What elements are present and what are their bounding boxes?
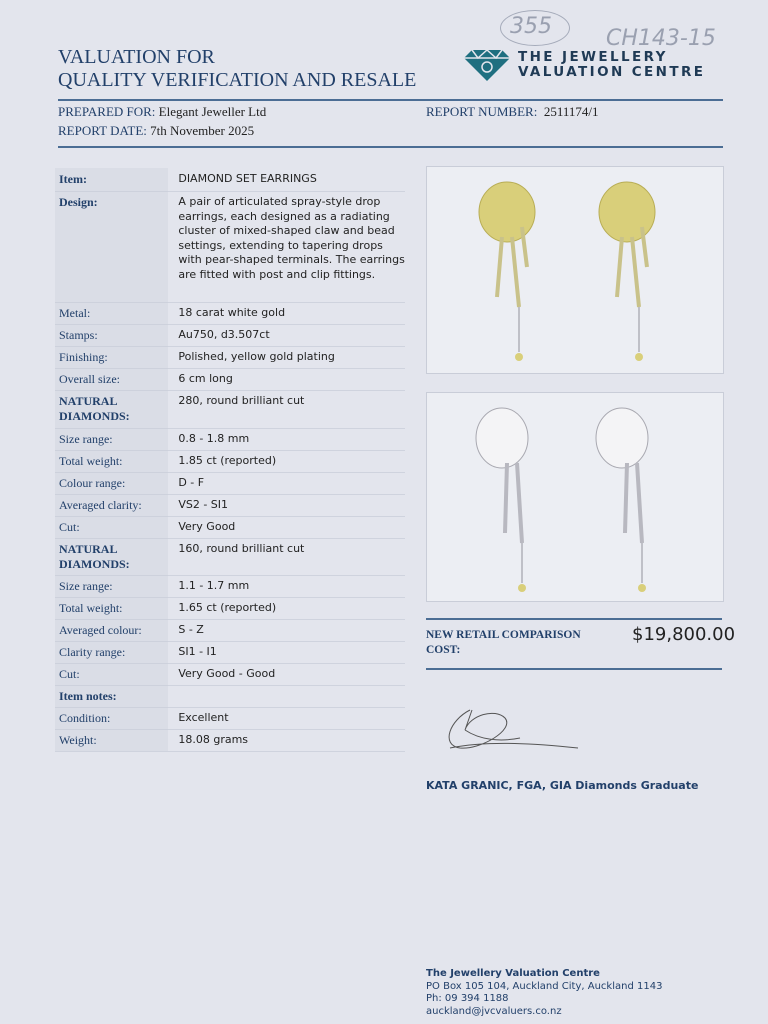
row-value: DIAMOND SET EARRINGS [178, 172, 317, 185]
divider [426, 618, 722, 620]
table-row [55, 168, 405, 192]
row-label: Condition: [55, 707, 168, 729]
row-label: Stamps: [55, 324, 168, 346]
row-value: 18.08 grams [178, 733, 249, 746]
table-row [55, 729, 405, 752]
table-row [55, 575, 405, 598]
row-value: VS2 - SI1 [178, 498, 229, 511]
table-row [55, 707, 405, 730]
row-label: Design: [55, 191, 168, 302]
row-label: Cut: [55, 516, 168, 538]
row-label: Total weight: [55, 597, 168, 619]
row-label: Weight: [55, 729, 168, 751]
row-value: 0.8 - 1.8 mm [178, 432, 250, 445]
row-label: Clarity range: [55, 641, 168, 663]
row-label: Cut: [55, 663, 168, 685]
prepared-for: PREPARED FOR: Elegant Jeweller Ltd [58, 104, 267, 119]
footer-company: The Jewellery Valuation Centre [426, 968, 600, 979]
title-line-2: QUALITY VERIFICATION AND RESALE [58, 69, 417, 91]
row-value: A pair of articulated spray-style drop earrings, each designed as a radiating cluster of mixed-shaped claw and bead settings, extending to tapering drops with pear-shaped terminals. The earrings are fitted with post and clip fittings. [178, 195, 405, 281]
row-value: 1.65 ct (reported) [178, 601, 277, 614]
row-label: Metal: [55, 302, 168, 324]
row-value: 160, round brilliant cut [178, 542, 305, 555]
row-label: Overall size: [55, 368, 168, 390]
table-row [55, 450, 405, 473]
footer-phone: Ph: 09 394 1188 [426, 993, 509, 1004]
table-row [55, 663, 405, 686]
row-label: Averaged colour: [55, 619, 168, 641]
signature [440, 700, 590, 760]
table-row [55, 641, 405, 664]
row-value: Polished, yellow gold plating [178, 350, 335, 363]
report-date: REPORT DATE: 7th November 2025 [58, 123, 255, 138]
row-label: Colour range: [55, 472, 168, 494]
earrings-back-image [427, 393, 723, 601]
row-value [168, 685, 405, 707]
divider [58, 99, 723, 101]
row-value: Au750, d3.507ct [178, 328, 270, 341]
row-value: Very Good [178, 520, 236, 533]
title-line-1: VALUATION FOR [58, 46, 215, 68]
row-label: NATURAL DIAMONDS: [55, 390, 168, 428]
row-label: Finishing: [55, 346, 168, 368]
table-row [55, 390, 405, 429]
row-value: Excellent [178, 711, 229, 724]
row-label: Averaged clarity: [55, 494, 168, 516]
row-value: 280, round brilliant cut [178, 394, 305, 407]
table-row [55, 346, 405, 369]
row-value: Very Good - Good [178, 667, 276, 680]
row-value: 18 carat white gold [178, 306, 286, 319]
table-row [55, 324, 405, 347]
divider [426, 668, 722, 670]
divider [58, 146, 723, 148]
table-row [55, 472, 405, 495]
row-value: 6 cm long [178, 372, 233, 385]
row-label: Size range: [55, 428, 168, 450]
signatory-name: KATA GRANIC, FGA, GIA Diamonds Graduate [426, 779, 699, 792]
earrings-back-photo [426, 392, 724, 602]
table-row [55, 302, 405, 325]
table-row [55, 428, 405, 451]
document-title [58, 46, 416, 92]
logo-text-1: THE JEWELLERY [518, 49, 668, 65]
handwritten-number: 355 [510, 14, 552, 39]
earrings-front-image [427, 167, 723, 373]
handwritten-code: CH143-15 [606, 26, 716, 51]
row-value: 1.85 ct (reported) [178, 454, 277, 467]
earrings-front-photo [426, 166, 724, 374]
table-row [55, 191, 405, 303]
row-label: Item notes: [55, 685, 168, 707]
report-number: REPORT NUMBER: 2511174/1 [426, 104, 599, 119]
row-label: Total weight: [55, 450, 168, 472]
footer-po-box: PO Box 105 104, Auckland City, Auckland 1143 [426, 980, 663, 992]
row-label: NATURAL DIAMONDS: [55, 538, 168, 575]
company-logo [462, 48, 705, 82]
footer-address [426, 968, 662, 1018]
logo-text-2: VALUATION CENTRE [518, 64, 706, 80]
handwritten-circle [500, 10, 570, 46]
retail-cost-value: $19,800.00 [632, 624, 736, 645]
row-value: S - Z [178, 623, 204, 636]
table-row [55, 597, 405, 620]
row-value: 1.1 - 1.7 mm [178, 579, 250, 592]
row-label: Size range: [55, 575, 168, 597]
table-row [55, 494, 405, 517]
retail-cost-label: NEW RETAIL COMPARISON COST: [426, 629, 581, 656]
diamond-logo-icon [462, 48, 512, 82]
table-row [55, 619, 405, 642]
row-label: Item: [55, 168, 168, 191]
row-value: SI1 - I1 [178, 645, 217, 658]
footer-email[interactable]: auckland@jvcvaluers.co.nz [426, 1005, 562, 1017]
row-value: D - F [178, 476, 205, 489]
table-row [55, 685, 405, 708]
table-row [55, 538, 405, 576]
table-row [55, 516, 405, 539]
table-row [55, 368, 405, 391]
